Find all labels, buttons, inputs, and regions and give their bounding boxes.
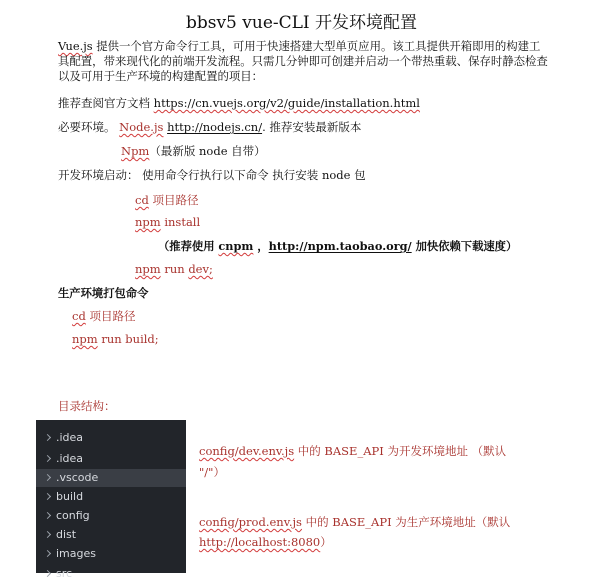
docs-label: 推荐查阅官方文档 xyxy=(58,96,154,110)
tree-item-config[interactable]: config xyxy=(36,507,186,525)
prod-label: 生产环境打包命令 xyxy=(58,286,149,300)
npm-run-dev-line: npm run dev; xyxy=(135,262,213,276)
chevron-right-icon xyxy=(44,512,51,519)
tree-item-dist[interactable]: dist xyxy=(36,526,186,544)
npm-command: npm xyxy=(135,215,161,229)
run-build-arg: run build; xyxy=(97,332,159,346)
prod-cd-line xyxy=(72,308,135,324)
npm-command: npm xyxy=(135,262,161,276)
dev-env-note: config/dev.env.js 中的 BASE_API 为开发环境地址 （默认 xyxy=(199,444,507,458)
chevron-right-icon xyxy=(44,493,51,500)
intro-paragraph xyxy=(58,39,548,84)
localhost-link[interactable]: http://localhost:8080 xyxy=(199,535,321,549)
chevron-right-icon xyxy=(44,474,51,481)
file-tree xyxy=(36,420,186,580)
npm-command: npm xyxy=(72,332,98,346)
cd-path: 项目路径 xyxy=(85,309,136,323)
tree-item-src[interactable]: src xyxy=(36,565,186,583)
npm-suffix: （最新版 node 自带） xyxy=(149,144,266,158)
node-link[interactable]: http://nodejs.cn/ xyxy=(167,120,263,134)
chevron-right-icon xyxy=(44,570,51,577)
structure-label: 目录结构： xyxy=(58,399,116,413)
prod-env-note: config/prod.env.js 中的 BASE_API 为生产环境地址（默认 xyxy=(199,515,511,529)
npm-run-build-line xyxy=(72,332,159,346)
vuejs-term: Vue.js xyxy=(58,39,93,53)
tree-item-idea[interactable]: .idea xyxy=(36,450,186,468)
node-suffix: . 推荐安装最新版本 xyxy=(262,120,362,134)
cnpm-term: cnpm xyxy=(218,239,254,253)
intro-text: 提供一个官方命令行工具，可用于快速搭建大型单页应用。该工具提供开箱即用的构建工具配置，带来现代化的前端开发流程。只需几分钟即可创建并启动一个带热重载、保存时静态检查以及可用于生产环境的构建配置的项目： xyxy=(58,39,548,83)
prod-env-file: config/prod.env.js xyxy=(199,515,302,529)
tree-item-idea[interactable]: .idea xyxy=(36,429,186,447)
npm-line xyxy=(121,143,266,159)
node-term: Node.js xyxy=(119,120,164,134)
tree-item-vscode[interactable]: .vscode xyxy=(36,469,186,487)
cd-command: cd xyxy=(72,309,86,323)
chevron-right-icon xyxy=(44,550,51,557)
docs-line xyxy=(58,95,420,111)
install-arg: install xyxy=(160,215,201,229)
npm-install-line xyxy=(135,215,200,229)
env-label: 必要环境。 xyxy=(58,120,116,134)
prod-env-default: http://localhost:8080） xyxy=(199,535,332,549)
taobao-link[interactable]: http://npm.taobao.org/ xyxy=(268,239,412,253)
tree-item-build[interactable]: build xyxy=(36,488,186,506)
chevron-right-icon xyxy=(44,455,51,462)
cd-command: cd xyxy=(135,193,149,207)
cnpm-recommendation: （推荐使用 cnpm ，http://npm.taobao.org/ 加快依赖下载速度） xyxy=(158,239,518,253)
dev-env-file: config/dev.env.js xyxy=(199,444,295,458)
page-title: bbsv5 vue-CLI 开发环境配置 xyxy=(185,13,418,33)
chevron-right-icon xyxy=(44,434,51,441)
cd-line xyxy=(135,192,198,208)
cd-path: 项目路径 xyxy=(148,193,199,207)
npm-term: Npm xyxy=(121,144,150,158)
chevron-right-icon xyxy=(44,531,51,538)
dev-arg: dev; xyxy=(188,262,213,276)
start-label: 开发环境启动： 使用命令行执行以下命令 执行安装 node 包 xyxy=(58,168,366,182)
tree-item-images[interactable]: images xyxy=(36,545,186,563)
env-line xyxy=(58,119,361,135)
docs-link[interactable]: https://cn.vuejs.org/v2/guide/installation.html xyxy=(153,96,420,110)
dev-env-default: "/"） xyxy=(199,465,225,479)
